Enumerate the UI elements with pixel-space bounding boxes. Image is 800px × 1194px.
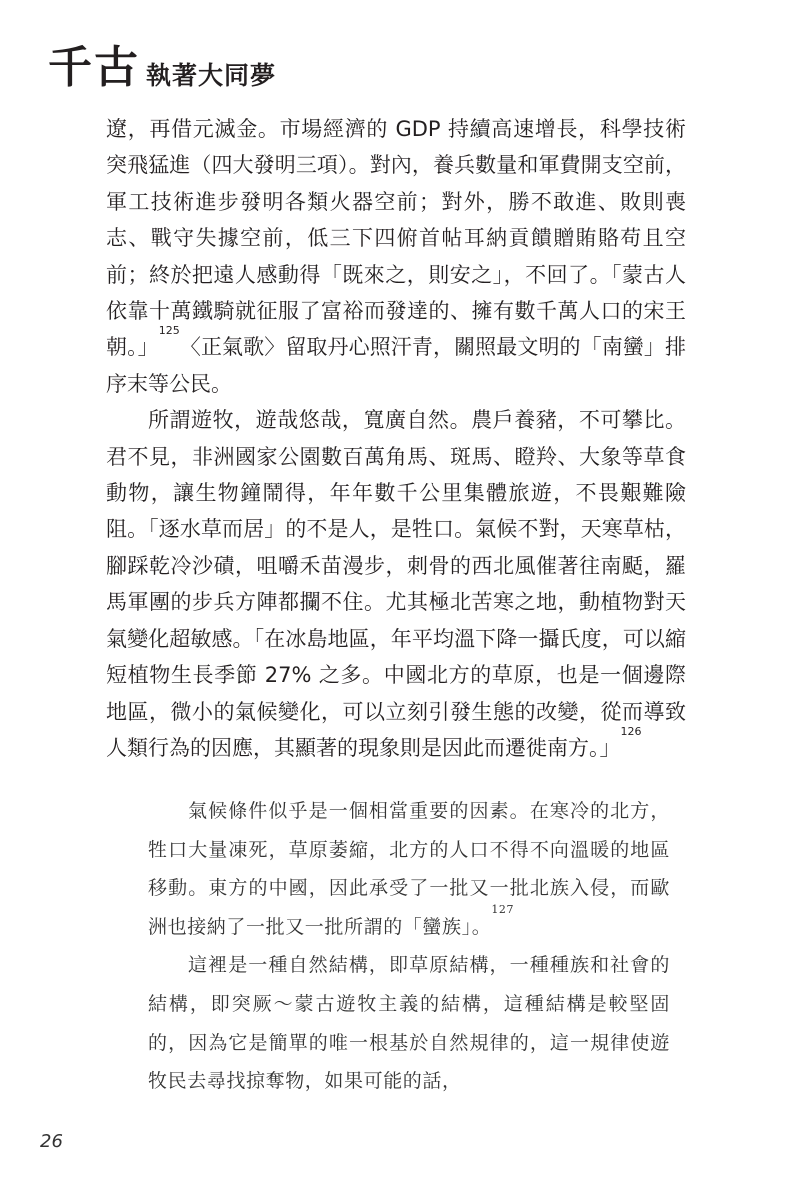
header-title-small: 執著大同夢: [146, 61, 277, 90]
paragraph-2: [106, 402, 686, 766]
paragraph-1-text: 遼，再借元滅金。市場經濟的 GDP 持續高速增長，科學技術突飛猛進（四大發明三項）。對內，養兵數量和軍費開支空前，軍工技術進步發明各類火器空前；對外，勝不敢進、敗則喪志、戰守失據空前，低三下四俯首帖耳納貢饋贈賄賂苟且空前；終於把遠人感動得「既來之，則安之」，不回了。「蒙古人依靠十萬鐵騎就征服了富裕而發達的、擁有數千萬人口的宋王朝。」: [106, 117, 686, 360]
quote-paragraph-1: [148, 792, 670, 946]
block-quote: [148, 792, 670, 1101]
footnote-ref-126[interactable]: 126: [620, 724, 642, 738]
paragraph-1-tail: 〈正氣歌〉留取丹心照汗青，關照最文明的「南蠻」排序末等公民。: [106, 335, 687, 396]
footnote-ref-125[interactable]: 125: [158, 324, 180, 338]
paragraph-2-text: 所謂遊牧，遊哉悠哉，寬廣自然。農戶養豬，不可攀比。君不見，非洲國家公園數百萬角馬、斑馬、瞪羚、大象等草食動物，讓生物鐘鬧得，年年數千公里集體旅遊，不畏艱難險阻。「逐水草而居」的不是人，是牲口。氣候不對，天寒草枯，腳踩乾冷沙磧，咀嚼禾苗漫步，刺骨的西北風催著往南颳，羅馬軍團的步兵方陣都攔不住。尤其極北苦寒之地，動植物對天氣變化超敏感。「在冰島地區，年平均溫下降一攝氏度，可以縮短植物生長季節 27% 之多。中國北方的草原，也是一個邊際地區，微小的氣候變化，可以立刻引發生態的改變，從而導致人類行為的因應，其顯著的現象則是因此而遷徙南方。」: [106, 408, 686, 760]
paragraph-1: [106, 111, 686, 402]
quote-paragraph-2: 這裡是一種自然結構，即草原結構，一種種族和社會的結構，即突厥～蒙古遊牧主義的結構，這種結構是較堅固的，因為它是簡單的唯一根基於自然規律的，這一規律使遊牧民去尋找掠奪物，如果可能的話，: [148, 954, 670, 1093]
quote-paragraph-1-text: 氣候條件似乎是一個相當重要的因素。在寒冷的北方，牲口大量凍死，草原萎縮，北方的人口不得不向溫暖的地區移動。東方的中國，因此承受了一批又一批北族入侵，而歐洲也接納了一批又一批所謂的「蠻族」。: [148, 800, 670, 938]
running-header: [48, 30, 277, 93]
footnote-ref-127[interactable]: 127: [491, 902, 515, 916]
header-title-large: 千古: [48, 42, 140, 93]
page-number: 26: [40, 1131, 63, 1152]
main-body-text: [106, 111, 686, 766]
